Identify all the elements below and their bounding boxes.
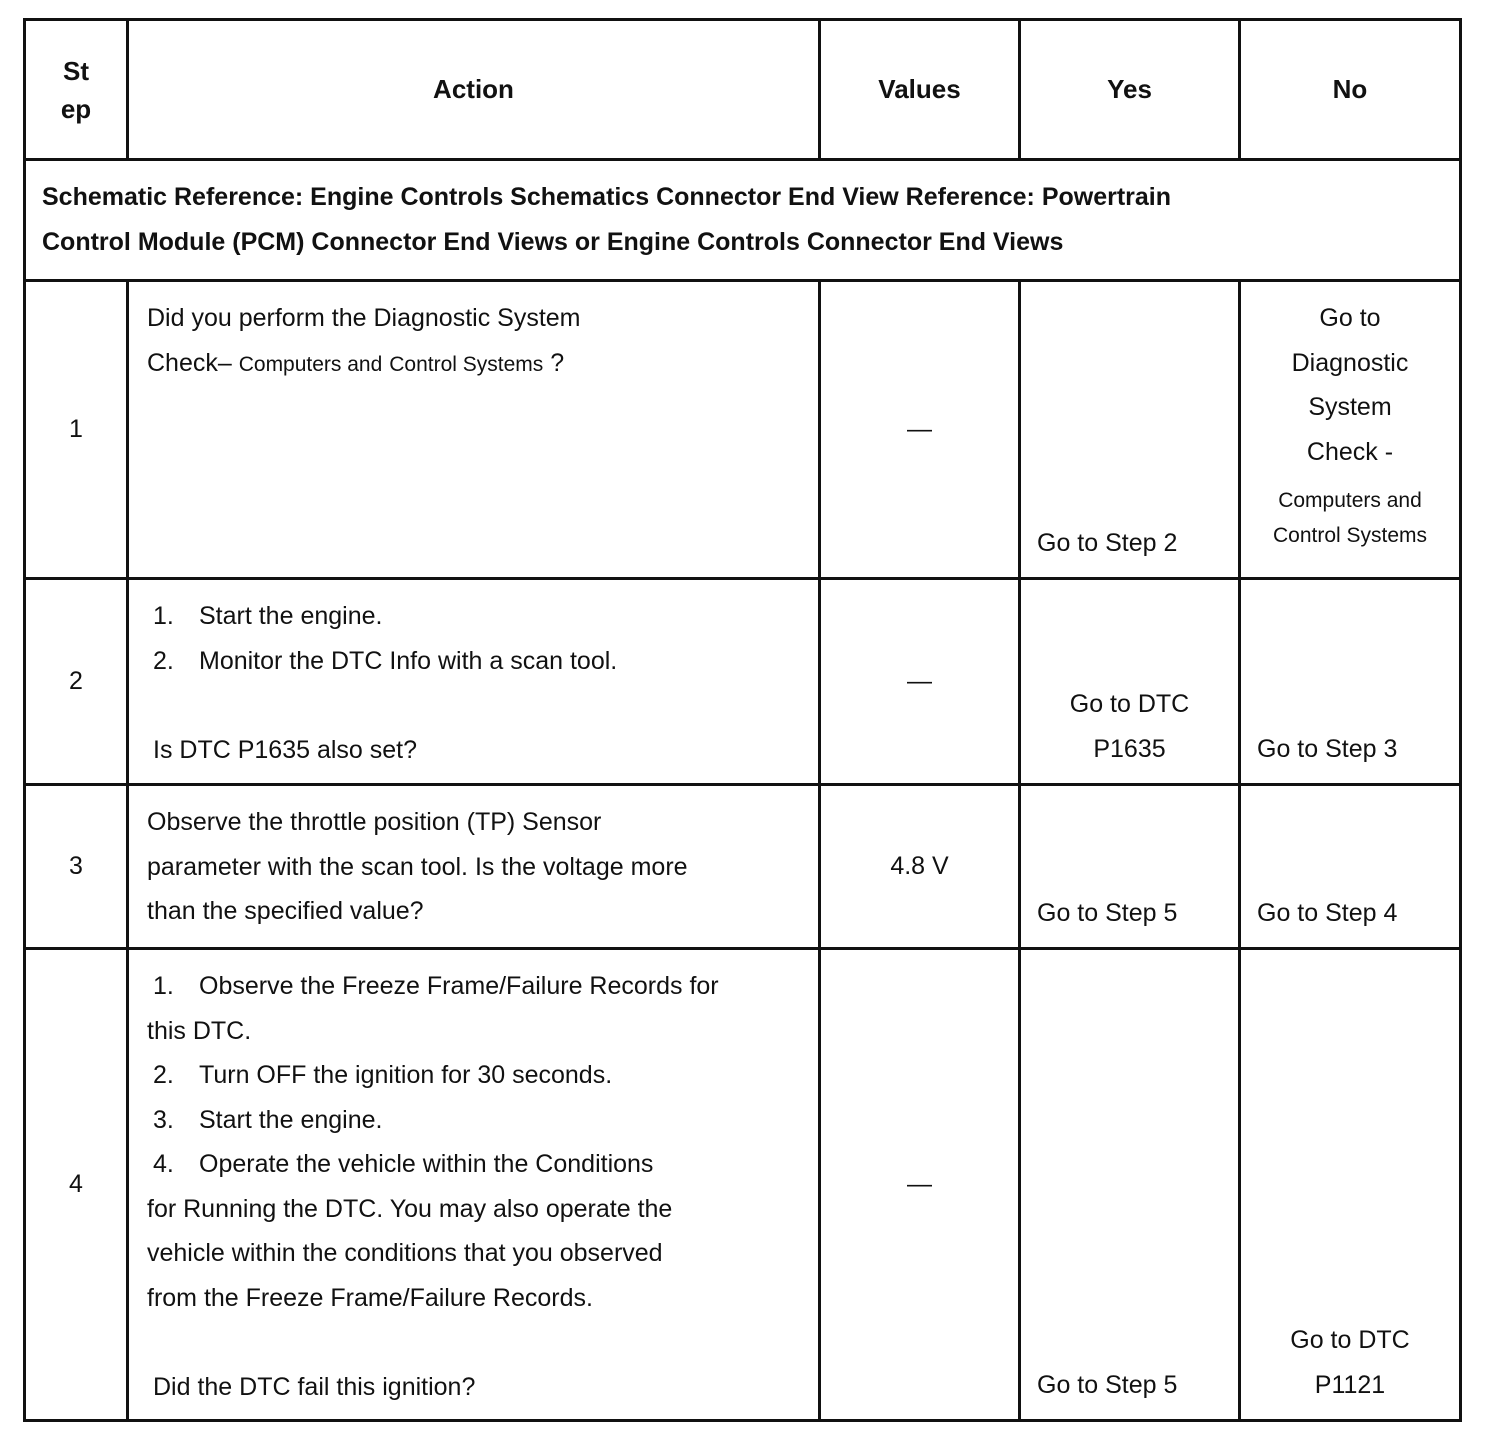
yes-cell: [1020, 579, 1240, 785]
step-number: 1: [25, 281, 128, 579]
no-text: Go to Step 3: [1257, 734, 1398, 763]
no-line: Diagnostic: [1291, 348, 1409, 377]
header-yes: Yes: [1020, 20, 1240, 160]
value-cell: —: [820, 949, 1020, 1421]
item-text: Start the engine.: [199, 1105, 383, 1134]
action-cell: [128, 579, 820, 785]
list-item: [147, 1053, 800, 1098]
item-text: this DTC.: [147, 1016, 252, 1045]
value-cell: —: [820, 281, 1020, 579]
list-item: [147, 1098, 800, 1143]
yes-text: [1021, 682, 1238, 783]
question-text: Did the DTC fail this ignition?: [153, 1372, 476, 1401]
yes-cell: [1020, 949, 1240, 1421]
header-step: [25, 20, 128, 160]
step-number: 3: [25, 785, 128, 949]
header-action: Action: [128, 20, 820, 160]
schematic-row: [25, 160, 1461, 281]
spacer: [147, 683, 800, 728]
schematic-line2: Control Module (PCM) Connector End Views or Engine Controls Connector End Views: [42, 228, 1064, 256]
item-number: 4.: [153, 1150, 174, 1178]
list-item: [147, 1142, 800, 1187]
no-line: Control Systems: [1272, 524, 1428, 547]
list-item: [147, 964, 800, 1009]
action-line: than the specified value?: [147, 897, 424, 925]
list-item: [147, 639, 800, 684]
item-text: Operate the vehicle within the Conditions: [199, 1150, 654, 1178]
item-text: for Running the DTC. You may also operate the: [147, 1194, 673, 1223]
item-number: 2.: [153, 646, 174, 675]
action-fragment: Control Systems: [389, 352, 544, 376]
no-cell: [1240, 785, 1461, 949]
no-line: P1121: [1314, 1370, 1386, 1399]
no-cell: [1240, 579, 1461, 785]
no-text: Go to Step 4: [1257, 898, 1398, 927]
no-text: [1241, 282, 1459, 553]
table-row: [25, 579, 1461, 785]
no-line: Check -: [1306, 437, 1394, 466]
step-number: 4: [25, 949, 128, 1421]
header-step-line1: St: [63, 55, 89, 86]
yes-cell: [1020, 281, 1240, 579]
action-cell: [128, 785, 820, 949]
item-text: Turn OFF the ignition for 30 seconds.: [199, 1061, 613, 1089]
header-step-line2: ep: [60, 93, 92, 124]
no-line: Go to: [1319, 304, 1381, 332]
action-fragment: Check–: [147, 348, 239, 377]
action-fragment: Computers and: [238, 352, 383, 376]
item-number: 1.: [153, 602, 174, 630]
no-line: System: [1308, 393, 1392, 421]
item-text: vehicle within the conditions that you observed: [147, 1239, 663, 1267]
item-text: Observe the Freeze Frame/Failure Records for: [199, 972, 719, 1000]
item-number: 1.: [153, 972, 174, 1000]
action-line: Did you perform the Diagnostic System: [147, 304, 581, 332]
item-text: Monitor the DTC Info with a scan tool.: [199, 646, 618, 675]
yes-line: P1635: [1093, 734, 1166, 763]
item-number: 3.: [153, 1105, 174, 1134]
step-number: 2: [25, 579, 128, 785]
schematic-line1: Schematic Reference: Engine Controls Schematics Connector End View Reference: Powertrain: [42, 183, 1172, 211]
question-text: Is DTC P1635 also set?: [153, 735, 418, 764]
yes-text: Go to Step 2: [1037, 528, 1178, 557]
item-text: from the Freeze Frame/Failure Records.: [147, 1283, 593, 1312]
list-item: [147, 594, 800, 639]
header-row: [25, 20, 1461, 160]
yes-text: Go to Step 5: [1037, 898, 1178, 927]
yes-line: Go to DTC: [1069, 690, 1190, 718]
action-line: Observe the throttle position (TP) Sensor: [147, 808, 602, 836]
table-row: [25, 281, 1461, 579]
action-cell: [128, 281, 820, 579]
spacer: [147, 1320, 800, 1365]
item-number: 2.: [153, 1061, 174, 1089]
no-cell: [1240, 281, 1461, 579]
no-line: Computers and: [1278, 489, 1422, 512]
no-cell: [1240, 949, 1461, 1421]
no-line: Go to DTC: [1290, 1326, 1410, 1354]
table-row: [25, 785, 1461, 949]
yes-text: Go to Step 5: [1037, 1370, 1178, 1399]
table-row: [25, 949, 1461, 1421]
action-line: parameter with the scan tool. Is the voltage more: [147, 852, 688, 881]
header-no: No: [1240, 20, 1461, 160]
diagnostic-table: [23, 18, 1462, 1422]
value-cell: 4.8 V: [820, 785, 1020, 949]
action-cell: [128, 949, 820, 1421]
item-text: Start the engine.: [199, 602, 383, 630]
action-fragment: ?: [543, 348, 565, 377]
action-line: [147, 341, 800, 388]
schematic-reference: [25, 160, 1461, 281]
yes-cell: [1020, 785, 1240, 949]
header-values: Values: [820, 20, 1020, 160]
no-text: [1241, 1318, 1459, 1419]
value-cell: —: [820, 579, 1020, 785]
